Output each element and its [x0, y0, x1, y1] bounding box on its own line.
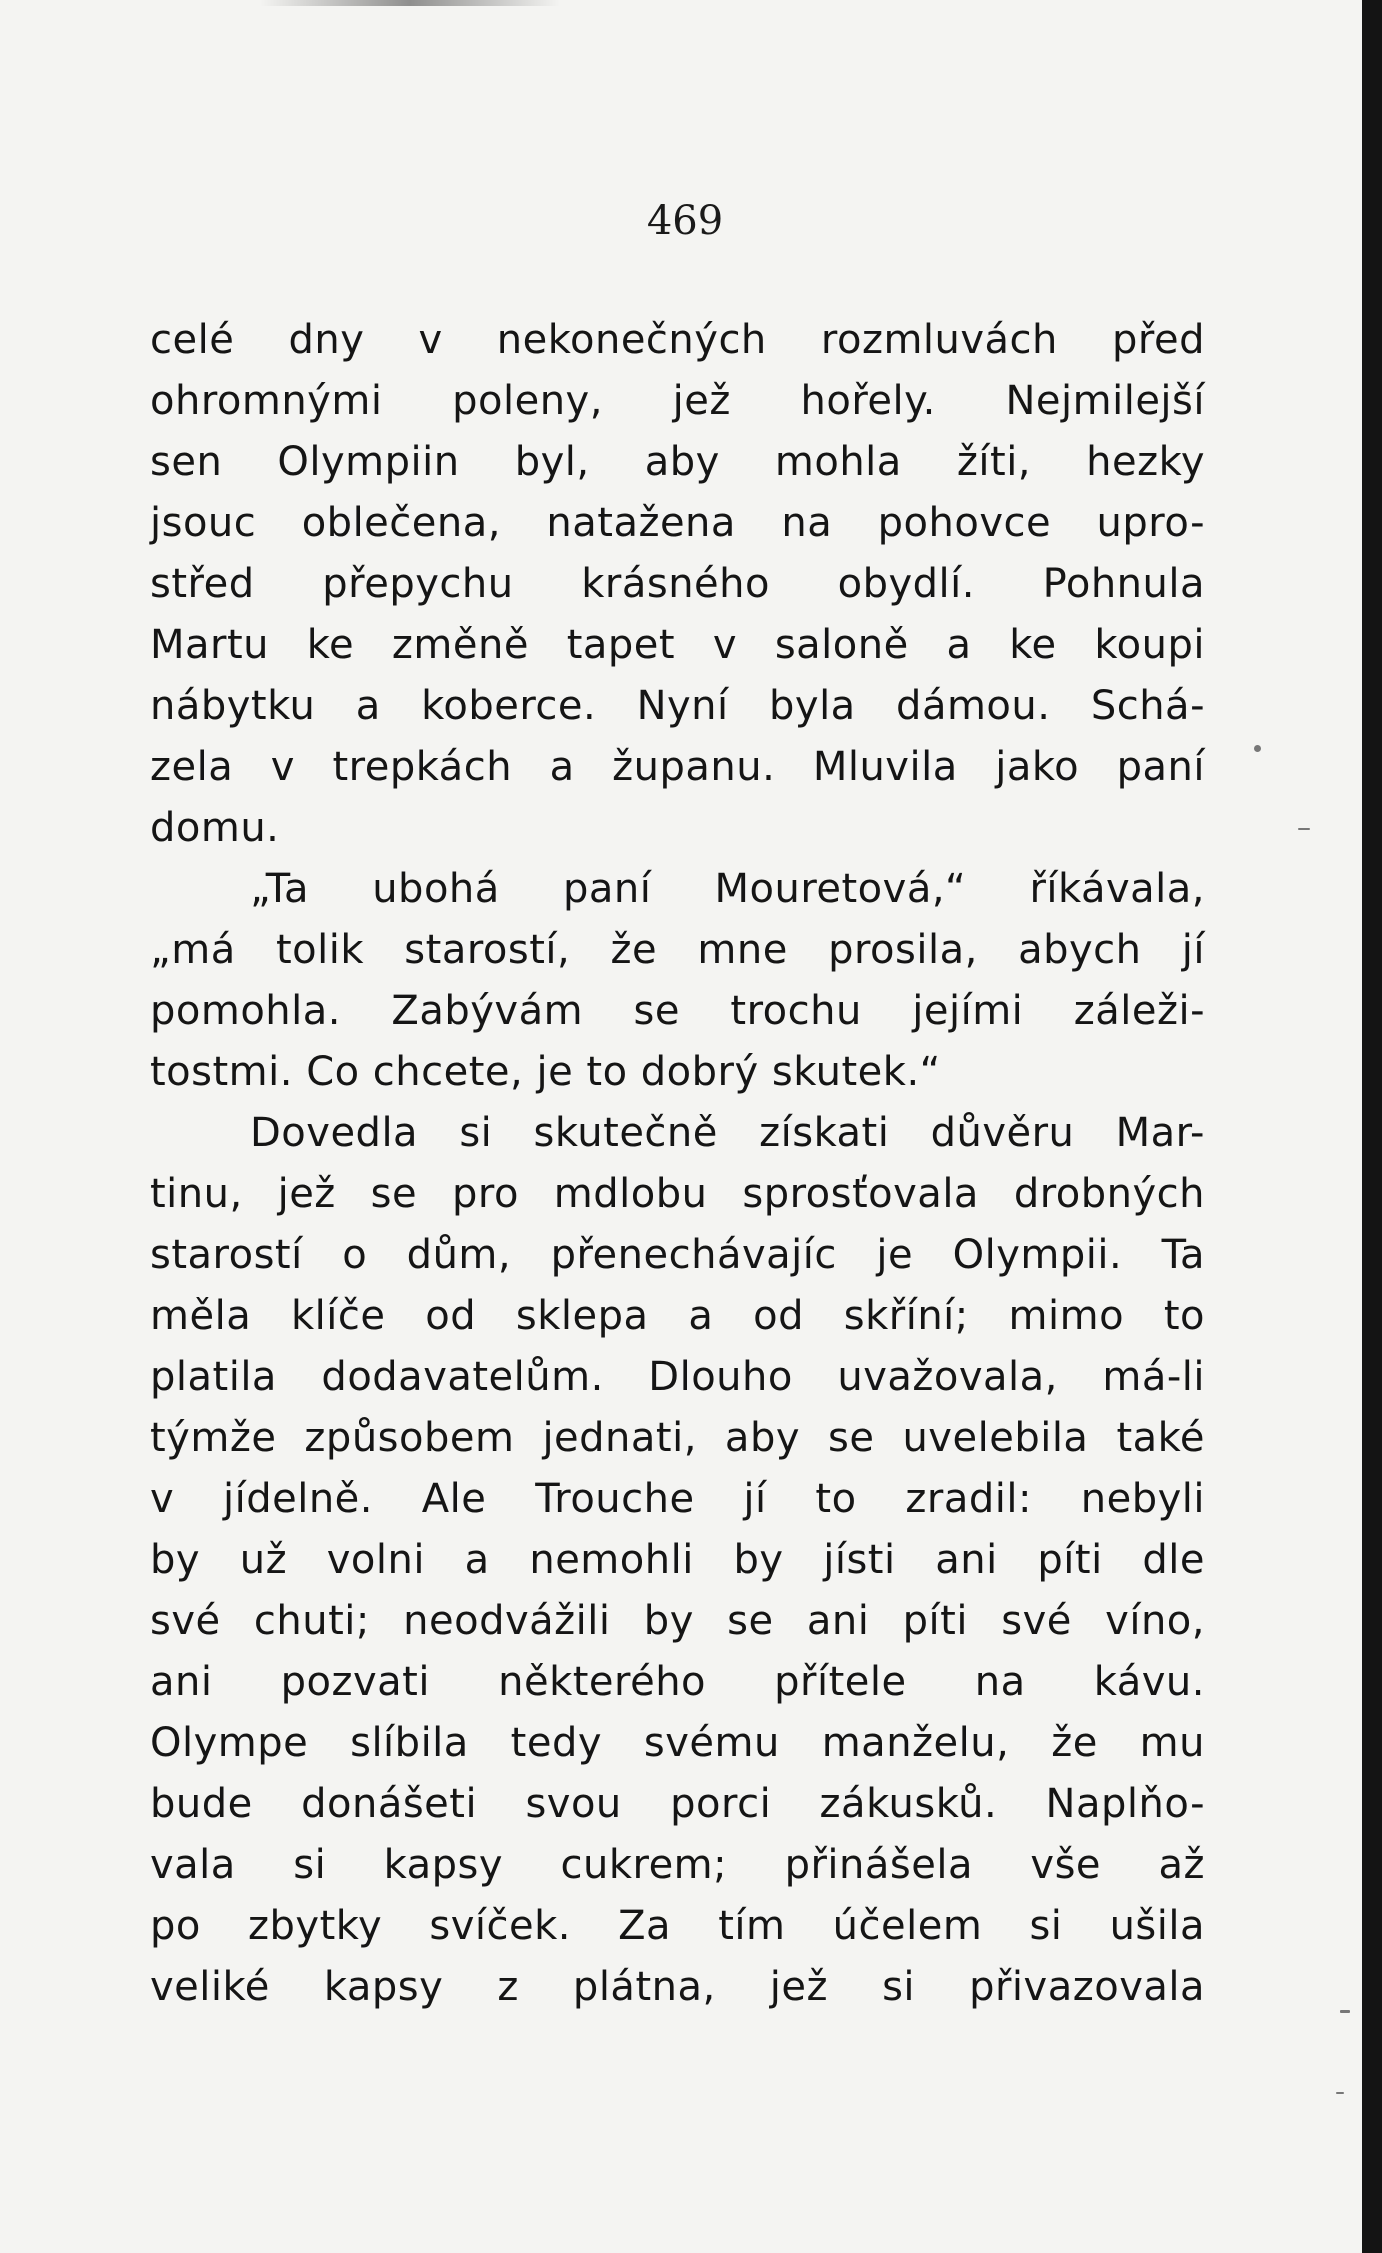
scan-speck	[1340, 2010, 1350, 2013]
text-line: Dovedla si skutečně získati důvěru Mar-	[250, 1110, 1205, 1156]
text-line: „Ta ubohá paní Mouretová,“ říkávala,	[250, 866, 1205, 912]
text-line: zela v trepkách a županu. Mluvila jako paní	[150, 744, 1205, 790]
text-line: Martu ke změně tapet v saloně a ke koupi	[150, 622, 1205, 668]
text-line: bude donášeti svou porci zákusků. Naplňo-	[150, 1781, 1205, 1827]
text-line: celé dny v nekonečných rozmluvách před	[150, 317, 1205, 363]
scan-border	[1362, 0, 1382, 2253]
scan-speck	[1254, 745, 1261, 752]
text-line: tostmi. Co chcete, je to dobrý skutek.“	[150, 1049, 941, 1095]
text-line: tinu, jež se pro mdlobu sprosťovala drobných	[150, 1171, 1205, 1217]
page-number: 469	[646, 198, 724, 244]
text-line: v jídelně. Ale Trouche jí to zradil: nebyli	[150, 1476, 1205, 1522]
text-line: „má tolik starostí, že mne prosila, abych jí	[150, 927, 1205, 973]
text-line: domu.	[150, 805, 280, 851]
scan-speck	[1336, 2092, 1344, 2094]
text-line: týmže způsobem jednati, aby se uvelebila také	[150, 1415, 1205, 1461]
scan-edge-mark	[260, 0, 560, 6]
text-line: měla klíče od sklepa a od skříní; mimo to	[150, 1293, 1205, 1339]
text-line: sen Olympiin byl, aby mohla žíti, hezky	[150, 439, 1205, 485]
text-line: své chuti; neodvážili by se ani píti své víno,	[150, 1598, 1205, 1644]
text-line: starostí o dům, přenechávajíc je Olympii. Ta	[150, 1232, 1205, 1278]
text-line: jsouc oblečena, natažena na pohovce upro-	[150, 500, 1205, 546]
text-line: veliké kapsy z plátna, jež si přivazovala	[150, 1964, 1205, 2010]
text-line: platila dodavatelům. Dlouho uvažovala, má-li	[150, 1354, 1205, 1400]
text-line: vala si kapsy cukrem; přinášela vše až	[150, 1842, 1205, 1888]
text-line: ani pozvati některého přítele na kávu.	[150, 1659, 1205, 1705]
scan-speck	[1298, 828, 1310, 830]
text-line: by už volni a nemohli by jísti ani píti dle	[150, 1537, 1205, 1583]
text-line: Olympe slíbila tedy svému manželu, že mu	[150, 1720, 1205, 1766]
text-line: pomohla. Zabývám se trochu jejími záleži-	[150, 988, 1205, 1034]
text-line: po zbytky svíček. Za tím účelem si ušila	[150, 1903, 1205, 1949]
text-line: ohromnými poleny, jež hořely. Nejmilejší	[150, 378, 1205, 424]
text-line: nábytku a koberce. Nyní byla dámou. Schá-	[150, 683, 1205, 729]
text-line: střed přepychu krásného obydlí. Pohnula	[150, 561, 1205, 607]
